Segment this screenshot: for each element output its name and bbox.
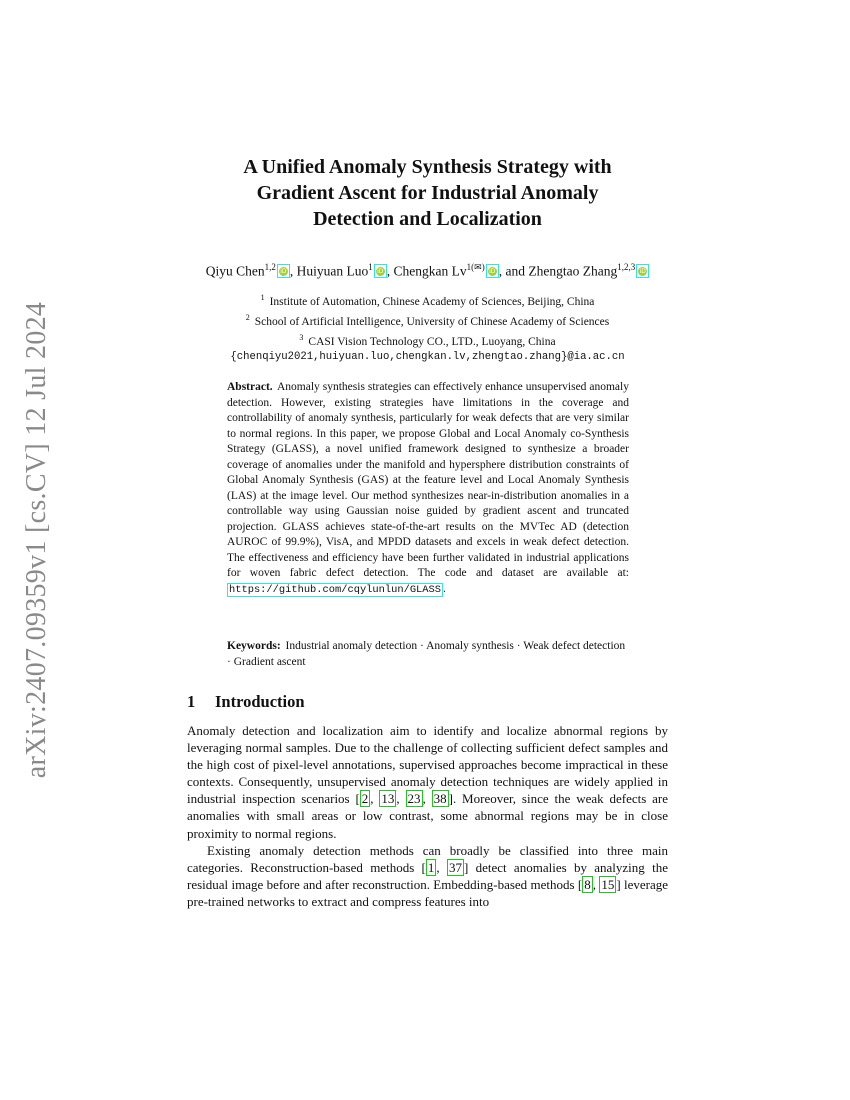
author-emails: {chenqiyu2021,huiyuan.luo,chengkan.lv,zhengtao.zhang}@ia.ac.cn — [230, 351, 625, 364]
paragraph-text: ] detect anomalies by analyzing the residual image before and after reconstruction. Embedding-based methods [ — [187, 859, 668, 892]
affiliation-text: School of Artificial Intelligence, University of Chinese Academy of Sciences — [254, 315, 610, 328]
citation-link[interactable]: 2 — [361, 791, 369, 807]
citation-link[interactable]: 23 — [407, 791, 421, 807]
citation-link[interactable]: 38 — [433, 791, 447, 807]
affiliation — [150, 290, 705, 310]
abstract-text: Anomaly synthesis strategies can effectively enhance unsupervised anomaly detection. However, existing strategies have limitations in the coverage and controllability of anomaly synthesis, particularly for weak defects that are very similar to normal regions. In this paper, we propose Global and Local Anomaly co-Synthesis Strategy (GLASS), a novel unified framework designed to synthesize a broader coverage of anomalies under the manifold and hypersphere distribution constraints of Global Anomaly Synthesis (GAS) at the feature level and Local Anomaly Synthesis (LAS) at the image level. Our method synthesizes near-in-distribution anomalies in a controllable way using Gaussian noise guided by gradient ascent and truncated projection. GLASS achieves state-of-the-art results on the MVTec AD (detection AUROC of 99.9%), VisA, and MPDD datasets and excels in weak defect detection. The effectiveness and efficiency have been further validated in industrial applications for woven fabric defect detection. The code and dataset are available at: — [227, 381, 629, 579]
author-name: Zhengtao Zhang — [528, 263, 618, 279]
abstract-end-punct: . — [443, 582, 446, 595]
author-name: Huiyuan Luo — [296, 263, 369, 279]
affiliation-list — [150, 290, 705, 365]
affiliation — [150, 330, 705, 350]
author-name: Chengkan Lv — [393, 263, 467, 279]
author-affil-marker: 1 — [368, 262, 373, 272]
author-separator: , — [386, 263, 394, 279]
author-affil-marker: 1,2 — [264, 262, 276, 272]
author-affil-marker: 1(✉) — [466, 262, 485, 272]
affiliation-text: CASI Vision Technology CO., LTD., Luoyang, China — [308, 335, 556, 348]
citation-link[interactable]: 15 — [601, 876, 615, 892]
keywords — [227, 639, 629, 670]
author-list — [150, 258, 705, 281]
paragraph-text: Existing anomaly detection methods can broadly be classified into three main categories. Reconstruction-based methods [ — [187, 842, 668, 875]
citation-link[interactable]: 8 — [584, 876, 591, 892]
paragraph: Anomaly detection and localization aim to identify and localize abnormal regions by leveraging normal samples. Due to the challenge of collecting sufficient defect samples and the high cost of pixel-level annotations, supervised approaches become impractical in these contexts. Consequently, unsupervised anomaly detection techniques are widely applied in industrial inspection scenarios [ 2 , 13 , 23 , 38 ]. Moreover, since the weak defects are anomalies with small areas or low contrast, some abnormal regions may be in close proximity to normal regions. — [187, 723, 669, 841]
author-affil-marker: 1,2,3 — [617, 262, 636, 272]
arxiv-side-stamp: arXiv:2407.09359v1 [cs.CV] 12 Jul 2024 — [21, 301, 52, 779]
orcid-icon: iD — [639, 267, 646, 275]
keywords-label: Keywords: — [227, 640, 281, 652]
orcid-icon: iD — [489, 267, 496, 275]
title-line: A Unified Anomaly Synthesis Strategy with — [243, 156, 612, 178]
author-separator: , — [289, 263, 297, 279]
paragraph-text: Anomaly detection and localization aim to identify and localize abnormal regions by leveraging normal samples. Due to the challenge of collecting sufficient defect samples and the high cost of pixel-level annotations, supervised approaches become impractical in these contexts. Consequently, unsupervised anomaly detection techniques are widely applied in industrial inspection scenarios [ — [187, 723, 668, 807]
orcid-link-icon[interactable] — [374, 264, 387, 278]
paper-title — [190, 154, 665, 232]
section-title: Introduction — [215, 692, 305, 711]
author-name: Qiyu Chen — [205, 263, 265, 279]
paragraph-text: ] leverage pre-trained networks to extract and compress features into — [187, 876, 668, 909]
orcid-link-icon[interactable] — [277, 264, 290, 278]
citation-link[interactable]: 37 — [448, 859, 462, 875]
affiliation-text: Institute of Automation, Chinese Academy of Sciences, Beijing, China — [269, 295, 595, 308]
affiliation — [150, 310, 705, 330]
affiliation-marker: 3 — [299, 332, 304, 342]
orcid-icon: iD — [377, 267, 384, 275]
affiliation-marker: 2 — [245, 312, 250, 322]
affiliation-marker: 1 — [260, 293, 265, 302]
body-text — [187, 722, 668, 910]
section-number: 1 — [187, 692, 196, 711]
title-line: Gradient Ascent for Industrial Anomaly — [256, 182, 599, 204]
orcid-link-icon[interactable] — [486, 264, 499, 278]
code-repo-link[interactable]: https://github.com/cqylunlun/GLASS — [229, 583, 442, 596]
section-heading — [187, 692, 667, 712]
keywords-text: Industrial anomaly detection · Anomaly synthesis · Weak defect detection · Gradient ascent — [227, 640, 626, 668]
author-separator: , and — [498, 263, 529, 279]
abstract — [227, 380, 629, 598]
orcid-link-icon[interactable] — [636, 264, 649, 278]
title-line: Detection and Localization — [313, 208, 542, 230]
paragraph: Existing anomaly detection methods can broadly be classified into three main categories. Reconstruction-based methods [ 1 , 37 ] detect anomalies by analyzing the residual image before and after reconstruction. Embedding-based methods [ 8 , 15 ] leverage pre-trained networks to extract and compress features into — [187, 842, 668, 909]
citation-link[interactable]: 1 — [427, 859, 435, 875]
paragraph-text: ]. Moreover, since the weak defects are anomalies with small areas or low contrast, some abnormal regions may be in close proximity to normal regions. — [187, 791, 669, 841]
citation-link[interactable]: 13 — [381, 791, 395, 807]
abstract-label: Abstract. — [227, 381, 273, 393]
orcid-icon: iD — [280, 267, 287, 275]
